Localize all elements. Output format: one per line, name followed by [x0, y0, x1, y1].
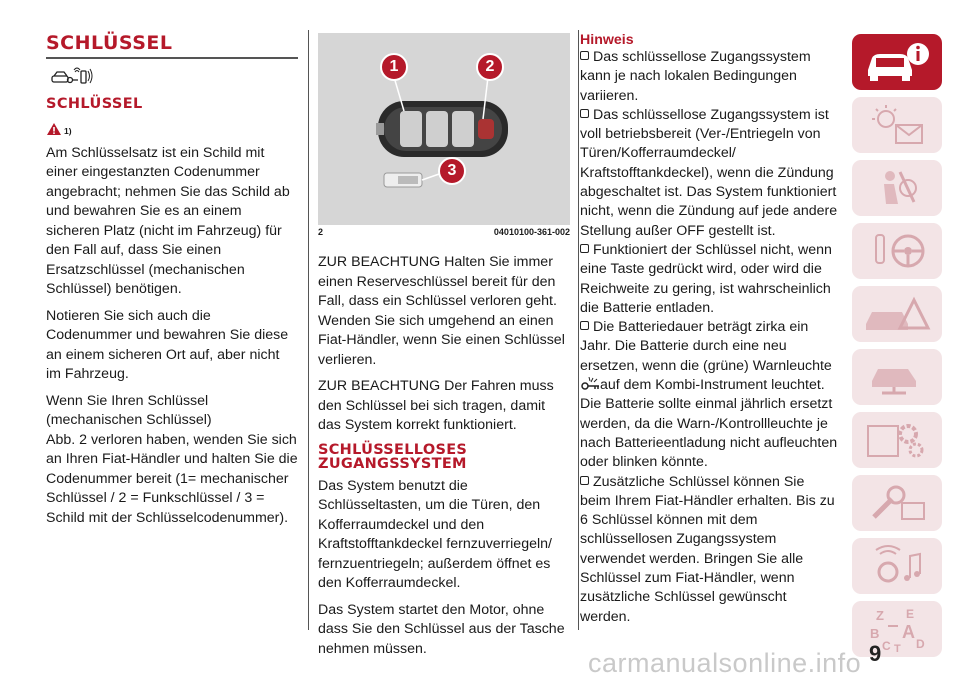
- note-text: Das schlüssellose Zugangssystem kann je nach lokalen Bedingungen variieren.: [580, 49, 811, 104]
- figure-number: 2: [318, 227, 324, 237]
- svg-text:T: T: [894, 643, 901, 654]
- tab-multimedia[interactable]: [852, 538, 942, 594]
- svg-text:A: A: [902, 622, 915, 642]
- paragraph: Das System startet den Motor, ohne dass Sie den Schlüssel aus der Tasche nehmen müssen.: [318, 601, 565, 657]
- section-subtitle: SCHLÜSSEL: [46, 95, 143, 112]
- note-item: [580, 318, 838, 472]
- key-fob-illustration: [318, 33, 570, 225]
- keyless-entry-icon: [48, 67, 298, 90]
- gears-maintenance-icon: [862, 418, 932, 462]
- tab-maintenance[interactable]: [852, 412, 942, 468]
- watermark: carmanualsonline.info: [588, 648, 862, 678]
- note-item: [580, 48, 838, 106]
- tab-specs[interactable]: [852, 475, 942, 531]
- note-item: [580, 241, 838, 318]
- title-rule: [46, 57, 298, 59]
- paragraph: Notieren Sie sich auch die Codenummer und bewahren Sie diese an einem sicheren Ort auf, aber nicht im Fahrzeug.: [46, 307, 289, 382]
- car-info-icon: [862, 40, 932, 84]
- svg-text:E: E: [906, 607, 915, 621]
- tab-car-info[interactable]: [852, 34, 942, 90]
- paragraph: Das System benutzt die Schlüsseltasten, um die Türen, den Kofferraumdeckel und den Kraftstofftankdeckel fernzuverriegeln/ fernzuentriegeln; außerdem öffnet es den Kofferraumdeckel.: [318, 477, 552, 591]
- warning-triangle-icon: [46, 122, 62, 136]
- note-bullet-icon: [580, 51, 589, 60]
- tab-car-lift[interactable]: [852, 349, 942, 405]
- column-3: [580, 32, 838, 627]
- keyless-heading-line2: ZUGANGSSYSTEM: [318, 455, 467, 472]
- key-figure: [318, 33, 570, 225]
- column-divider-1: [308, 30, 309, 630]
- keyless-heading-line1: SCHLÜSSELLOSES: [318, 441, 468, 458]
- svg-text:D: D: [916, 637, 925, 651]
- note-bullet-icon: [580, 109, 589, 118]
- callout-3: 3: [438, 157, 466, 185]
- note-text: Das schlüssellose Zugangssystem ist voll betriebsbereit (Ver-/Entriegeln von Türen/Kofferraumdeckel/ Kraftstofftankdeckel), wenn die Zündung abgeschaltet ist. Das System funktioniert nicht, wenn die Zündung auf jede andere Stellung außer OFF gestellt ist.: [580, 106, 838, 239]
- callout-1: 1: [380, 53, 408, 81]
- key-steering-icon: [862, 229, 932, 273]
- note-text: auf dem Kombi-Instrument leuchtet. Die Batterie sollte einmal jährlich ersetzt werden, da die Warn-/Kontrollleuchte je nach Batterieentladung nicht aufleuchten oder blinken könnte.: [580, 377, 838, 471]
- dashboard-lights-icon: [862, 103, 932, 147]
- airbag-safety-icon: [862, 166, 932, 210]
- note-bullet-icon: [580, 476, 589, 485]
- column-divider-2: [578, 30, 579, 630]
- figure-caption: [318, 227, 570, 237]
- paragraph: ZUR BEACHTUNG Der Fahren muss den Schlüssel bei sich tragen, damit das System korrekt funktioniert.: [318, 378, 554, 433]
- note-bullet-icon: [580, 244, 589, 253]
- chapter-sidebar: [852, 34, 942, 664]
- tab-safety[interactable]: [852, 160, 942, 216]
- note-bullet-icon: [580, 321, 589, 330]
- warning-reference: [46, 122, 298, 136]
- svg-text:C: C: [882, 639, 891, 653]
- wrench-specs-icon: [862, 481, 932, 525]
- note-text: Funktioniert der Schlüssel nicht, wenn eine Taste gedrückt wird, oder wird die Reichweite zu gering, ist wahrscheinlich die Batterie entladen.: [580, 241, 832, 316]
- column-1: [46, 28, 298, 535]
- paragraph: Wenn Sie Ihren Schlüssel (mechanischen Schlüssel) Abb. 2 verloren haben, wenden Sie sich an Ihren Fiat-Händler und halten Sie die Codenummer bereit (1= mechanischer Schlüssel / 2 = Funkschlüssel / 3 = Schild mit der Schlüsselcodenummer).: [46, 392, 298, 526]
- tab-index[interactable]: [852, 601, 942, 657]
- page-number: 9: [869, 641, 882, 666]
- note-item: [580, 473, 838, 627]
- svg-text:B: B: [870, 626, 880, 641]
- callout-2: 2: [476, 53, 504, 81]
- svg-text:Z: Z: [876, 608, 884, 623]
- keyless-heading: [318, 443, 570, 471]
- tab-emergency[interactable]: [852, 286, 942, 342]
- warning-ref-number: 1): [64, 125, 72, 136]
- key-warning-light-icon: [580, 377, 600, 391]
- paragraph: ZUR BEACHTUNG Halten Sie immer einen Reserveschlüssel bereit für den Fall, dass ein Schlüssel verloren geht. Wenden Sie sich umgehend an einen Fiat-Händler, wenn Sie einen Schlüssel verlieren.: [318, 254, 565, 368]
- paragraph: Am Schlüsselsatz ist ein Schild mit einer eingestanzten Codenummer angebracht; nehmen Sie das Schild ab und bewahren Sie es an einem sicheren Platz (nicht im Fahrzeug) für den Fall auf, dass Sie einen Ersatzschlüssel (mechanischen Schlüssel) benötigen.: [46, 144, 290, 297]
- section-title: SCHLÜSSEL: [46, 32, 173, 54]
- tab-key-steering[interactable]: [852, 223, 942, 279]
- figure-code: 04010100-361-002: [493, 227, 570, 237]
- note-text: Zusätzliche Schlüssel können Sie beim Ihrem Fiat-Händler erhalten. Bis zu 6 Schlüssel können mit dem schlüssellosen Zugangssystem verwendet werden. Bringen Sie alle Schlüssel zum Fiat-Händler, wenn zusätzliche Schlüssel gewünscht werden.: [580, 473, 835, 625]
- note-item: [580, 106, 838, 241]
- note-text: Die Batteriedauer beträgt zirka ein Jahr. Die Batterie durch eine neu ersetzen, wenn die (grüne) Warnleuchte: [580, 319, 832, 374]
- warning-triangle-car-icon: [862, 292, 932, 336]
- car-lift-icon: [862, 355, 932, 399]
- tab-dashboard[interactable]: [852, 97, 942, 153]
- multimedia-icon: [862, 544, 932, 588]
- note-heading: Hinweis: [580, 32, 634, 48]
- column-2: [318, 33, 570, 666]
